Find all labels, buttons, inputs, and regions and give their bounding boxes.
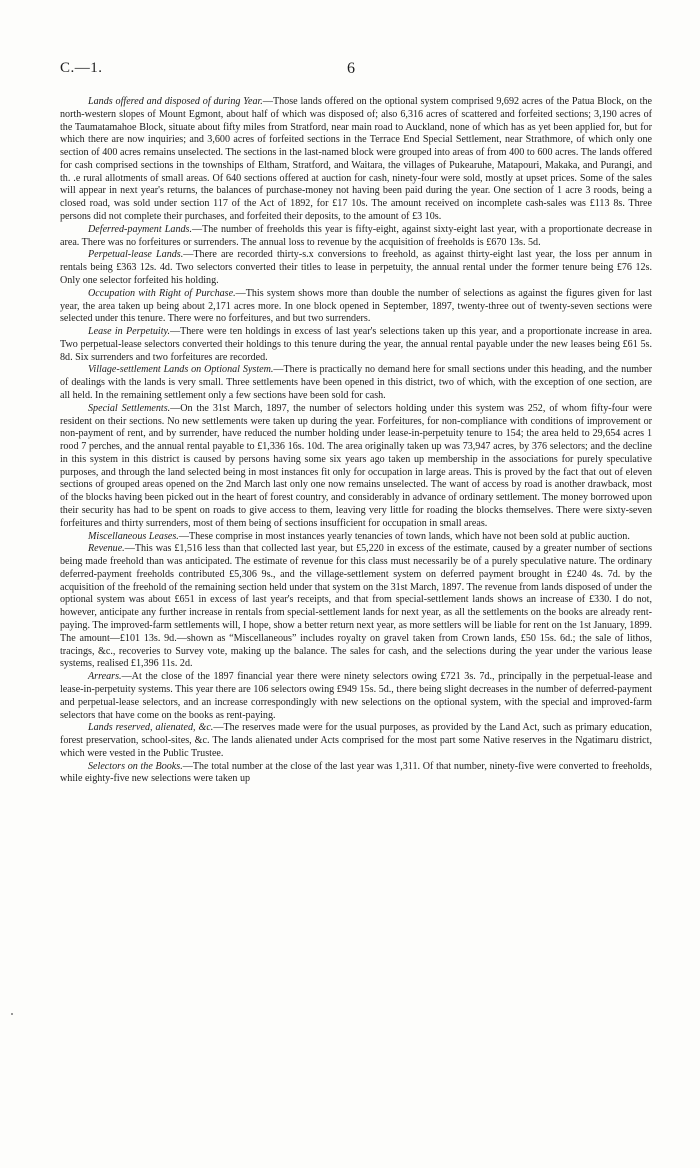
paragraph-text: —There were ten holdings in excess of last year's selections taken up this year, and a proportionate increase in area. Two perpetual-lease selectors converted their holdings to this tenure during the year, the annual rental payable under the new leases being £61 5s. 8d. Six surrenders and two forfeitures are recorded. [60,326,652,363]
paragraph-perpetual-lease [60,249,652,287]
paragraph-text: —The reserves made were for the usual purposes, as provided by the Land Act, such as primary education, forest preservation, school-sites, &c. The lands alienated under Acts comprised for the most part some Native reserves in the Ngatimaru district, which were vested in the Public Trustee. [60,722,653,759]
paragraph-heading: Lands offered and disposed of during Year. [88,96,263,107]
paragraph-heading: Arrears. [88,671,122,683]
paragraph-deferred-payment [60,224,652,250]
paragraph-text: —There is practically no demand here for small sections under this heading, and the number of dealings with the lands is very small. Three settlements have been opened in this district, two of which, with the exception of one section, are all held. In the remaining settlement only a few sections have been sold for cash. [60,364,652,401]
paragraph-heading: Revenue. [88,543,125,555]
paragraph-heading: Lease in Perpetuity. [88,326,170,338]
paragraph-heading: Selectors on the Books. [88,760,183,772]
paragraph-lands-reserved [60,722,652,760]
paragraph-heading: Perpetual-lease Lands. [88,249,184,261]
paragraph-heading: Lands reserved, alienated, &c. [88,722,214,734]
paragraph-heading: Village-settlement Lands on Optional System. [88,364,274,376]
page-header [60,60,660,82]
document-code: C.—1. [60,60,103,76]
paragraph-text: —The total number at the close of the last year was 1,311. Of that number, ninety-five were converted to freeholds, while eighty-five new selections were taken up [60,760,652,785]
paragraph-text: —The number of freeholds this year is fifty-eight, against sixty-eight last year, with a proportionate decrease in area. There was no forfeitures or surrenders. The annual loss to revenue by the acquisition of freeholds is £670 13s. 5d. [60,223,652,248]
paragraph-heading: Deferred-payment Lands. [88,223,192,235]
paragraph-text: —On the 31st March, 1897, the number of selectors holding under this system was 252, of whom fifty-four were resident on their sections. No new settlements were taken up during the year. Forfeitures, for non-compliance with conditions of improvement or non-payment of rent, and by surrender, have reduced the number holding under lease-in-perpetuity tenure to 154; the area held to 29,654 acres 1 rood 7 perches, and the annual rental payable to £1,336 16s. 10d. The area originally taken up was 73,947 acres, by 376 selectors; and the decline in this system in this district is caused by persons having some six years ago taken up membership in the associations for purely speculative purposes, and through the land selected being in most instances fit only for occupation in large areas. This is proved by the fact that out of eleven sections of grouped areas opened on the 2nd March last only one now remains unselected. The want of access by road is another drawback, most of the blocks having been picked out in the heart of forest country, and considerably in advance of ordinary settlement. The money borrowed upon their security has had to be spent on roads to give access to them, leaving very little for roading the blocks themselves. There were sixty-seven forfeitures and thirty surrenders, most of them being of sections insufficient for occupation in small areas. [60,402,652,529]
paragraph-text: —These comprise in most instances yearly tenancies of town lands, which have not been sold at public auction. [178,530,630,542]
paragraph-selectors-on-books [60,761,652,787]
paragraph-revenue [60,543,652,671]
paragraph-special-settlements [60,403,652,531]
document-body [60,96,652,786]
paragraph-heading: Special Settlements. [88,402,171,414]
paragraph-text: —This system shows more than double the number of selections as against the figures given for last year, the area taken up being about 2,171 acres more. In one block opened in September, 1897, twenty-three out of twenty-seven sections were selected under this tenure. There were no forfeitures, and but two surrenders. [60,287,652,325]
paragraph-text: —This was £1,516 less than that collected last year, but £5,220 in excess of the estimate, caused by a greater number of sections being made freehold than was anticipated. The estimate of revenue for this class must necessarily be of a purely speculative nature. The ordinary deferred-payment freeholds contributed £5,306 9s., and the village-settlement system on deferred payment brought in £240 4s. 7d. by the acquisition of the freehold of the remaining section held under that system on the 31st March, 1897. The revenue from lands disposed of under the optional system was about £651 in excess of last year's receipts, and that from special-settlement lands shows an increase of £330. I do not, however, anticipate any further increase in rentals from special-settlement lands for next year, as all the settlements on the books are already rent-paying. The improved-farm settlements will, I hope, show a better return next year, as more settlers will be liable for rent on the 1st January, 1899. The amount—£101 13s. 9d.—shown as “Miscellaneous” includes royalty on gravel taken from Crown lands, £50 15s. 6d.; the sale of lithos, tracings, &c., recoveries to Survey vote, making up the balance. The sales for cash, and the selections during the year under the various lease systems, realised £1,396 11s. 2d. [60,543,652,670]
paragraph-lease-in-perpetuity [60,326,652,364]
paragraph-heading: Miscellaneous Leases. [88,530,179,542]
paragraph-lands-offered [60,96,652,224]
paragraph-miscellaneous-leases [60,531,652,544]
page-number: 6 [347,60,355,77]
paragraph-village-settlement [60,364,652,402]
paragraph-text: —At the close of the 1897 financial year there were ninety selectors owing £721 3s. 7d., principally in the perpetual-lease and lease-in-perpetuity systems. This year there are 106 selectors owing £949 15s. 5d., there being slight decreases in the number of deferred-payment and perpetual-lease selectors, and an increase correspondingly with new selections on the optional system, with the special and improved-farm selectors that have come on the books as rent-paying. [60,671,652,721]
paragraph-text: —Those lands offered on the optional system comprised 9,692 acres of the Patua Block, on the north-western slopes of Mount Egmont, about half of which was disposed of; also 6,316 acres of scattered and forfeited sections; 3,190 acres of the Taumatamahoe Block, situate about fifty miles from Stratford, near main road to Auckland, none of which has as yet been applied for, but for which there are now inquiries; and 3,600 acres of forfeited sections in the Terrace End Special Settlement, near Strathmore, of which only one section of 400 acres remains unselected. The sections in the last-named block were grouped into areas of from 400 to 600 acres. The lands offered for cash comprised sections in the townships of Eltham, Stratford, and Waitara, the villages of Pukearuhe, Matapouri, Makaka, and Purangi, and th. .e rural allotments of small areas. Of 640 sections offered at auction for cash, ninety-four were sold, mostly at upset prices. Some of the sales will appear in next year's returns, the balances of purchase-money not having been paid during the year. One section of 1 acre 3 roods, being a closed road, was sold under section 117 of the Act of 1892, for £17 10s. The amount received on incomplete cash-sales was £113 8s. Three persons did not complete their purchases, and forfeited their deposits, to the amount of £3 10s. [60,96,652,223]
paragraph-text: —There are recorded thirty-s.x conversions to freehold, as against thirty-eight last year, the loss per annum in rentals being £363 12s. 4d. Two selectors converted their titles to lease in perpetuity, the annual rental under the former tenure being £76 12s. Only one selector forfeited his holding. [60,249,652,286]
paragraph-occupation-right-purchase [60,288,652,326]
paragraph-heading: Occupation with Right of Purchase. [88,287,236,299]
paragraph-arrears [60,671,652,722]
scan-speck [11,1013,13,1015]
